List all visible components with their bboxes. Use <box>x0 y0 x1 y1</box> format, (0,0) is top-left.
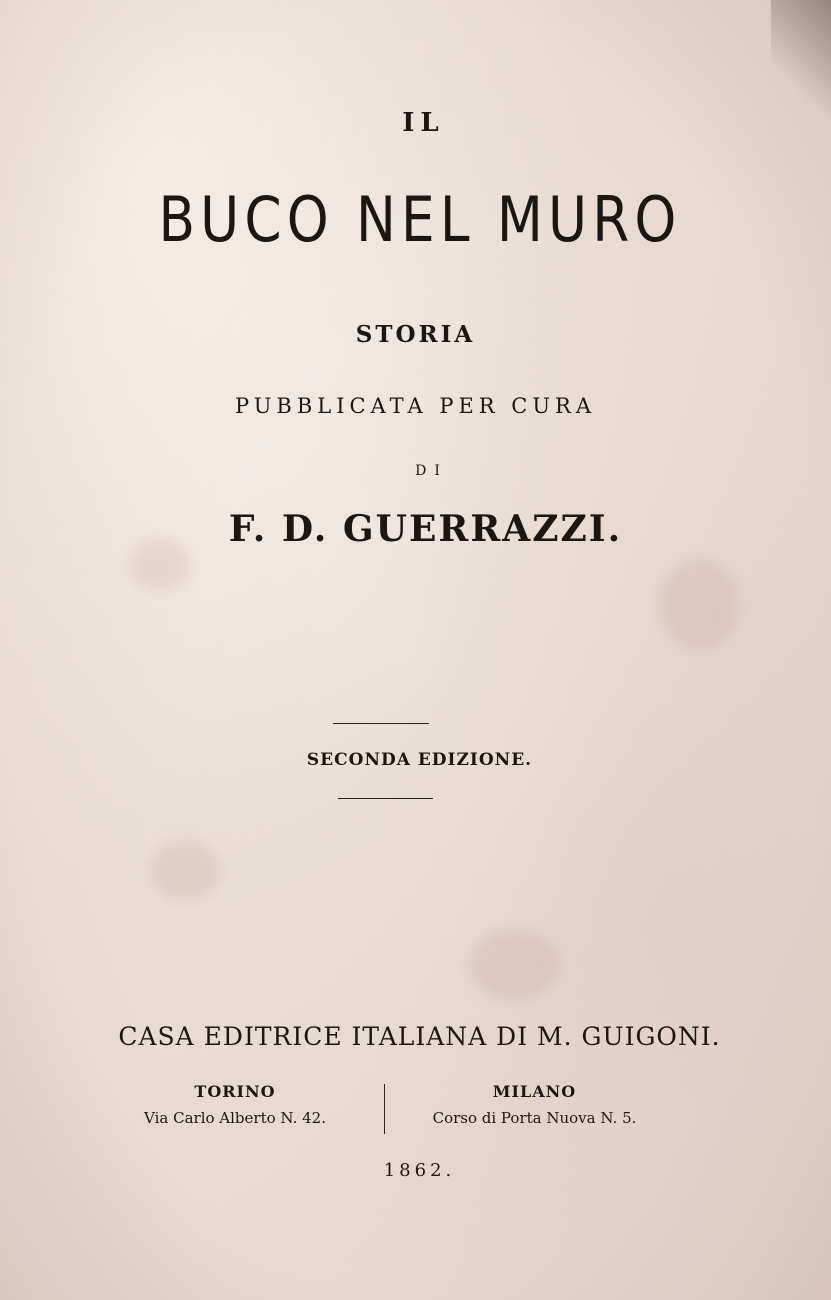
location-divider <box>384 1084 385 1134</box>
edition-rule-top <box>333 723 429 724</box>
paper-stain <box>470 930 560 1000</box>
book-title: BUCO NEL MURO <box>158 183 682 256</box>
city-name: MILANO <box>492 1082 577 1101</box>
author-name: F. D. GUERRAZZI. <box>228 508 623 550</box>
published-by-line: PUBBLICATA PER CURA <box>234 394 597 418</box>
edition-label: SECONDA EDIZIONE. <box>306 750 533 770</box>
edition-rule-bottom <box>338 798 433 799</box>
city-address: Via Carlo Alberto N. 42. <box>144 1109 326 1127</box>
paper-stain <box>660 560 740 650</box>
paper-stain <box>150 840 220 900</box>
city-address: Corso di Porta Nuova N. 5. <box>432 1109 637 1127</box>
publication-year: 1862. <box>383 1160 456 1181</box>
genre-label: STORIA <box>355 321 476 348</box>
by-preposition: DI <box>415 463 448 479</box>
location-milano <box>422 1082 647 1127</box>
publisher-name: CASA EDITRICE ITALIANA DI M. GUIGONI. <box>118 1022 721 1051</box>
city-name: TORINO <box>194 1082 276 1101</box>
page-corner-shadow <box>771 0 831 120</box>
title-article: IL <box>402 108 445 138</box>
location-torino <box>130 1082 340 1127</box>
